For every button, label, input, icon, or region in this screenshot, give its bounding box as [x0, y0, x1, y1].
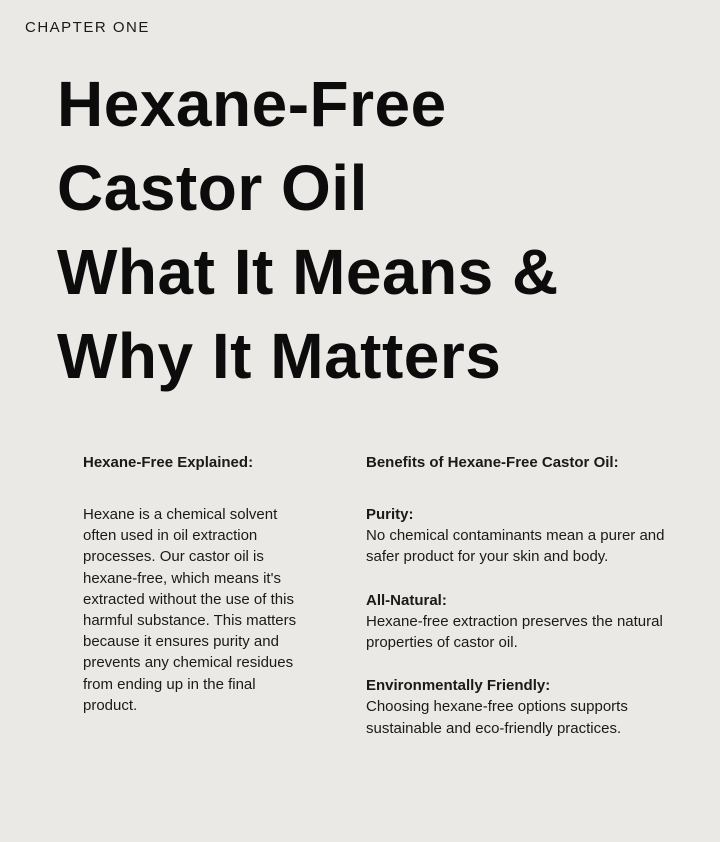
explanation-body: Hexane is a chemical solvent often used in oil extraction processes. Our castor oil is hexane-free, which means it's extracted without the use of this harmful substance. This matters because it ensures purity and prevents any chemical residues from ending up in the final product. [83, 506, 297, 714]
benefit-item [366, 675, 696, 739]
title-line: What It Means & [57, 236, 559, 308]
benefit-text: Choosing hexane-free options supports sustainable and eco-friendly practices. [366, 698, 628, 737]
chapter-label: CHAPTER ONE [25, 19, 150, 36]
benefits-column [366, 452, 696, 761]
benefit-title: Environmentally Friendly: [366, 677, 551, 695]
benefit-title: All-Natural: [366, 591, 447, 609]
spacer [83, 473, 308, 504]
benefit-item [366, 504, 696, 568]
benefit-item [366, 590, 696, 654]
benefit-text: No chemical contaminants mean a purer and safer product for your skin and body. [366, 527, 665, 566]
title-line: Castor Oil [57, 152, 368, 224]
title-line: Hexane-Free [57, 68, 447, 140]
spacer [366, 473, 696, 504]
explanation-heading: Hexane-Free Explained: [83, 454, 254, 471]
title-line: Why It Matters [57, 320, 502, 392]
explanation-column [83, 452, 308, 716]
benefit-title: Purity: [366, 506, 414, 523]
benefits-heading: Benefits of Hexane-Free Castor Oil: [366, 454, 619, 471]
page-title [57, 62, 707, 398]
benefit-text: Hexane-free extraction preserves the natural properties of castor oil. [366, 612, 663, 652]
